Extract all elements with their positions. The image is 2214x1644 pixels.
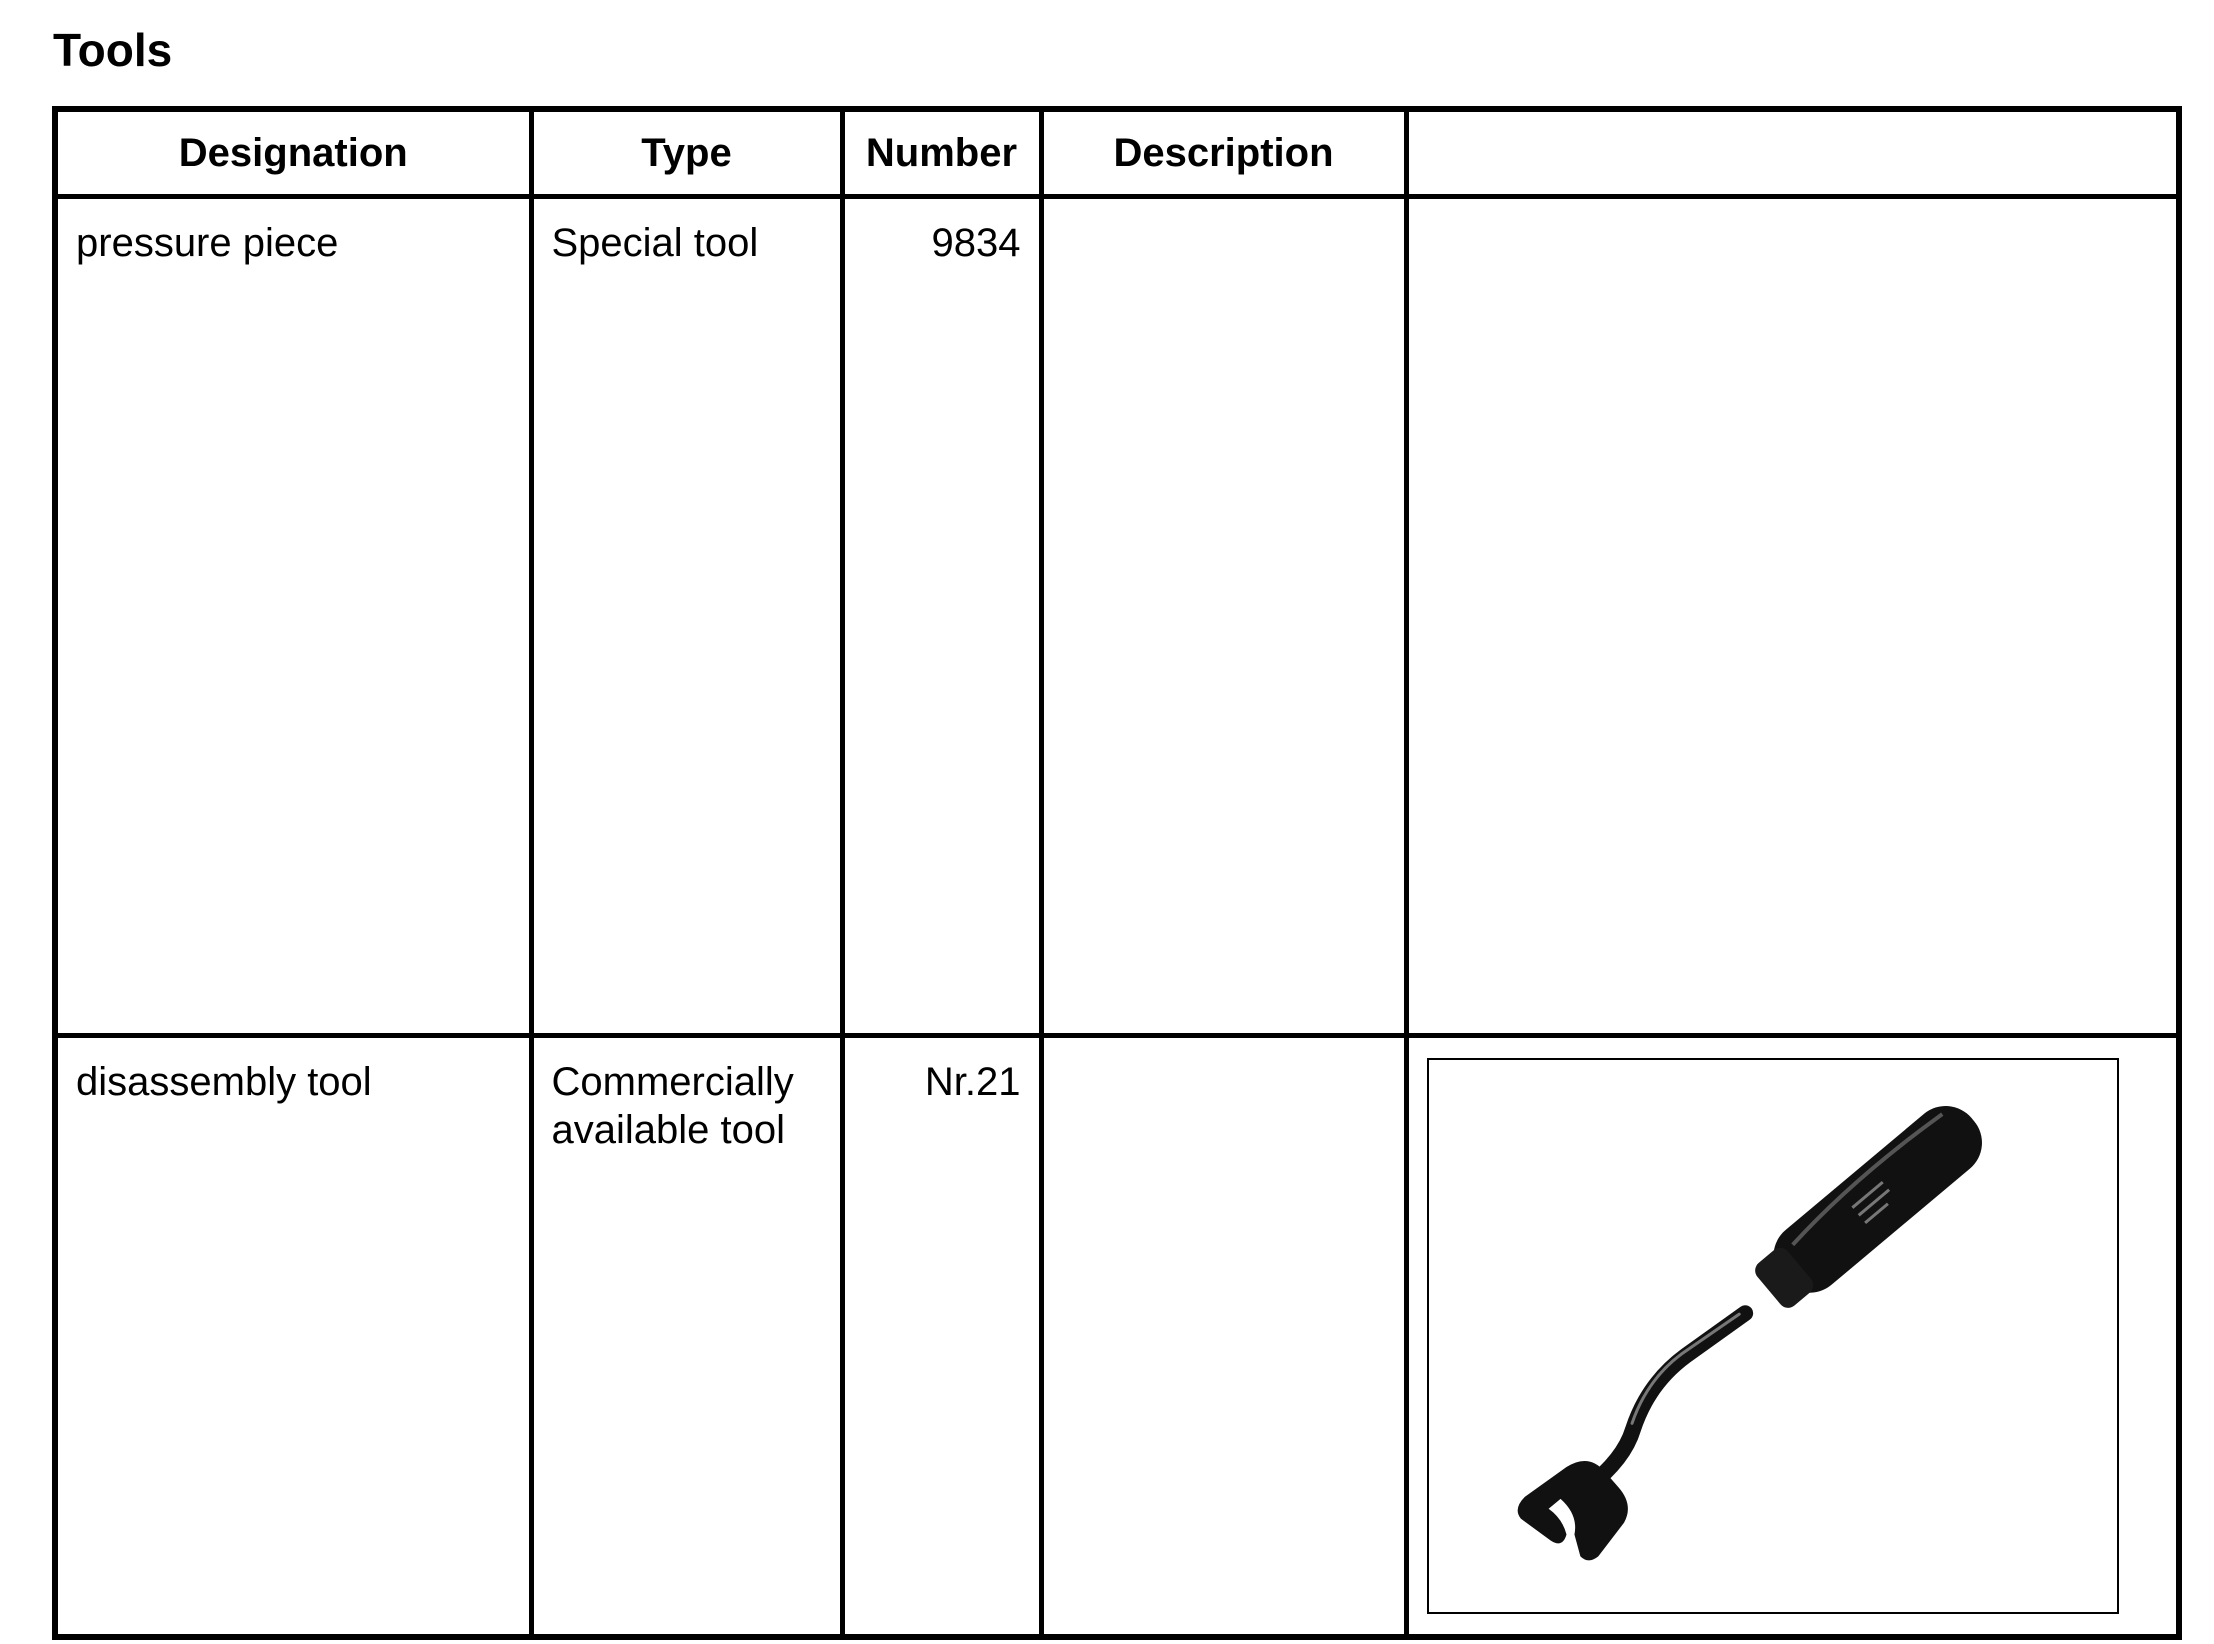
header-image xyxy=(1406,109,2179,197)
number-cell: Nr.21 xyxy=(842,1036,1041,1638)
header-type: Type xyxy=(531,109,842,197)
header-designation: Designation xyxy=(55,109,531,197)
type-cell: Special tool xyxy=(531,197,842,1036)
type-text: Commercially available tool xyxy=(551,1060,794,1152)
header-number: Number xyxy=(842,109,1041,197)
image-cell xyxy=(1406,1036,2179,1638)
designation-cell: disassembly tool xyxy=(55,1036,531,1638)
tools-table xyxy=(52,106,2182,1640)
designation-cell: pressure piece xyxy=(55,197,531,1036)
table-row xyxy=(55,1036,2179,1638)
description-cell xyxy=(1041,197,1406,1036)
type-cell xyxy=(531,1036,842,1638)
fork-tipped-pry-tool-icon xyxy=(1427,1058,2119,1614)
number-cell: 9834 xyxy=(842,197,1041,1036)
page-title: Tools xyxy=(53,24,173,76)
image-cell xyxy=(1406,197,2179,1036)
description-cell xyxy=(1041,1036,1406,1638)
table-row xyxy=(55,197,2179,1036)
table-header-row xyxy=(55,109,2179,197)
header-description: Description xyxy=(1041,109,1406,197)
